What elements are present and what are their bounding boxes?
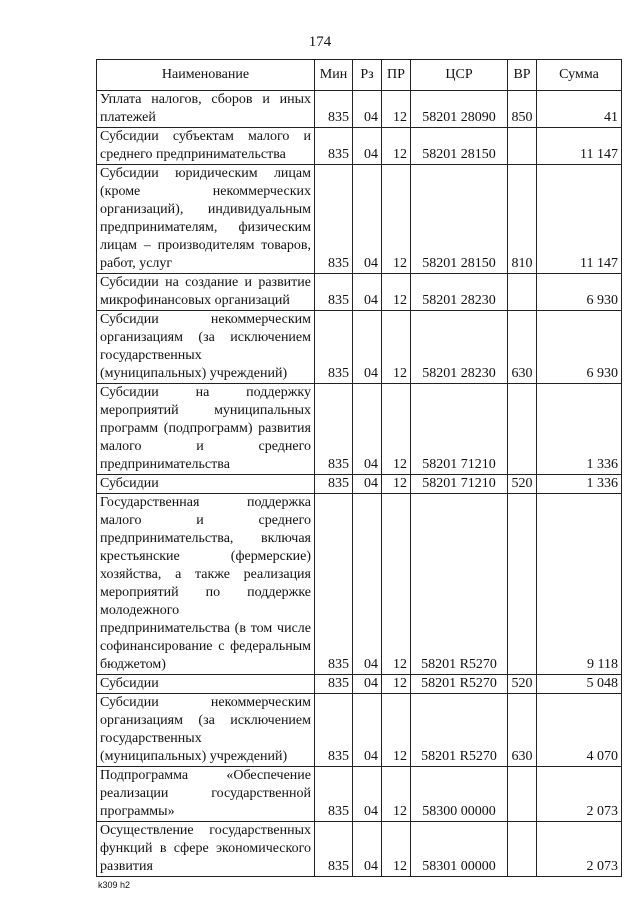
table-row — [97, 128, 622, 165]
header-rz: Рз — [353, 60, 382, 91]
row-rz: 04 — [353, 311, 382, 384]
row-csr: 58201 28150 — [411, 165, 508, 274]
row-pr: 12 — [382, 822, 411, 877]
row-name: Субсидии — [97, 475, 315, 494]
row-rz: 04 — [353, 128, 382, 165]
row-name: Субсидии на создание и развитие микрофинансовых организаций — [97, 274, 315, 311]
row-csr: 58201 28230 — [411, 274, 508, 311]
row-rz: 04 — [353, 694, 382, 767]
page-number: 174 — [308, 34, 332, 50]
row-csr: 58201 28090 — [411, 91, 508, 128]
row-pr: 12 — [382, 91, 411, 128]
row-pr: 12 — [382, 128, 411, 165]
row-name: Субсидии некоммерческим организациям (за исключением государственных (муниципальных) учреждений) — [97, 694, 315, 767]
row-csr: 58201 R5270 — [411, 675, 508, 694]
table-row — [97, 675, 622, 694]
table-row — [97, 165, 622, 274]
row-min: 835 — [315, 475, 353, 494]
header-csr: ЦСР — [411, 60, 508, 91]
row-sum: 5 048 — [537, 675, 622, 694]
row-sum: 2 073 — [537, 822, 622, 877]
row-vr: 810 — [508, 165, 537, 274]
table-row — [97, 494, 622, 675]
row-name: Государственная поддержка малого и среднего предпринимательства, включая крестьянские (фермерские) хозяйства, а также реализация мероприятий по поддержке молодежного предпринимательства (в том числе софинансирование с федеральным бюджетом) — [97, 494, 315, 675]
header-min: Мин — [315, 60, 353, 91]
row-pr: 12 — [382, 274, 411, 311]
row-vr: 630 — [508, 311, 537, 384]
row-rz: 04 — [353, 494, 382, 675]
row-sum: 11 147 — [537, 165, 622, 274]
row-min: 835 — [315, 91, 353, 128]
row-rz: 04 — [353, 91, 382, 128]
row-pr: 12 — [382, 675, 411, 694]
table-row — [97, 822, 622, 877]
row-rz: 04 — [353, 274, 382, 311]
table-row — [97, 767, 622, 822]
table-row — [97, 384, 622, 475]
row-vr — [508, 128, 537, 165]
row-sum: 1 336 — [537, 475, 622, 494]
row-sum: 6 930 — [537, 311, 622, 384]
row-sum: 41 — [537, 91, 622, 128]
row-sum: 11 147 — [537, 128, 622, 165]
row-name: Подпрограмма «Обеспечение реализации государственной программы» — [97, 767, 315, 822]
row-name: Субсидии некоммерческим организациям (за исключением государственных (муниципальных) учреждений) — [97, 311, 315, 384]
row-vr: 520 — [508, 675, 537, 694]
footer-code: k309 h2 — [98, 880, 131, 890]
row-rz: 04 — [353, 165, 382, 274]
row-vr: 630 — [508, 694, 537, 767]
table-row — [97, 475, 622, 494]
row-vr — [508, 822, 537, 877]
row-csr: 58300 00000 — [411, 767, 508, 822]
header-name: Наименование — [97, 60, 315, 91]
row-vr — [508, 494, 537, 675]
row-min: 835 — [315, 128, 353, 165]
row-csr: 58201 R5270 — [411, 694, 508, 767]
row-vr — [508, 767, 537, 822]
row-csr: 58201 R5270 — [411, 494, 508, 675]
row-name: Уплата налогов, сборов и иных платежей — [97, 91, 315, 128]
row-pr: 12 — [382, 165, 411, 274]
row-name: Субсидии субъектам малого и среднего предпринимательства — [97, 128, 315, 165]
row-min: 835 — [315, 822, 353, 877]
row-rz: 04 — [353, 767, 382, 822]
row-min: 835 — [315, 311, 353, 384]
row-csr: 58201 71210 — [411, 384, 508, 475]
budget-table — [96, 59, 622, 877]
row-pr: 12 — [382, 384, 411, 475]
header-sum: Сумма — [537, 60, 622, 91]
row-rz: 04 — [353, 822, 382, 877]
row-rz: 04 — [353, 675, 382, 694]
table-row — [97, 274, 622, 311]
row-name: Субсидии на поддержку мероприятий муниципальных программ (подпрограмм) развития малого и среднего предпринимательства — [97, 384, 315, 475]
row-name: Субсидии — [97, 675, 315, 694]
row-pr: 12 — [382, 494, 411, 675]
row-name: Субсидии юридическим лицам (кроме некоммерческих организаций), индивидуальным предпринимателям, физическим лицам – производителям товаров, работ, услуг — [97, 165, 315, 274]
row-pr: 12 — [382, 767, 411, 822]
row-rz: 04 — [353, 384, 382, 475]
table-row — [97, 91, 622, 128]
row-vr — [508, 384, 537, 475]
row-vr — [508, 274, 537, 311]
row-vr: 520 — [508, 475, 537, 494]
row-min: 835 — [315, 675, 353, 694]
row-pr: 12 — [382, 311, 411, 384]
table-row — [97, 694, 622, 767]
row-min: 835 — [315, 384, 353, 475]
header-pr: ПР — [382, 60, 411, 91]
row-sum: 1 336 — [537, 384, 622, 475]
table-header-row — [97, 60, 622, 91]
row-min: 835 — [315, 767, 353, 822]
row-name: Осуществление государственных функций в сфере экономического развития — [97, 822, 315, 877]
row-sum: 9 118 — [537, 494, 622, 675]
row-min: 835 — [315, 274, 353, 311]
row-pr: 12 — [382, 694, 411, 767]
row-min: 835 — [315, 694, 353, 767]
header-vr: ВР — [508, 60, 537, 91]
row-csr: 58201 71210 — [411, 475, 508, 494]
row-csr: 58201 28150 — [411, 128, 508, 165]
table-row — [97, 311, 622, 384]
row-rz: 04 — [353, 475, 382, 494]
row-csr: 58301 00000 — [411, 822, 508, 877]
row-sum: 6 930 — [537, 274, 622, 311]
row-min: 835 — [315, 165, 353, 274]
row-sum: 2 073 — [537, 767, 622, 822]
row-vr: 850 — [508, 91, 537, 128]
row-csr: 58201 28230 — [411, 311, 508, 384]
row-min: 835 — [315, 494, 353, 675]
row-sum: 4 070 — [537, 694, 622, 767]
row-pr: 12 — [382, 475, 411, 494]
